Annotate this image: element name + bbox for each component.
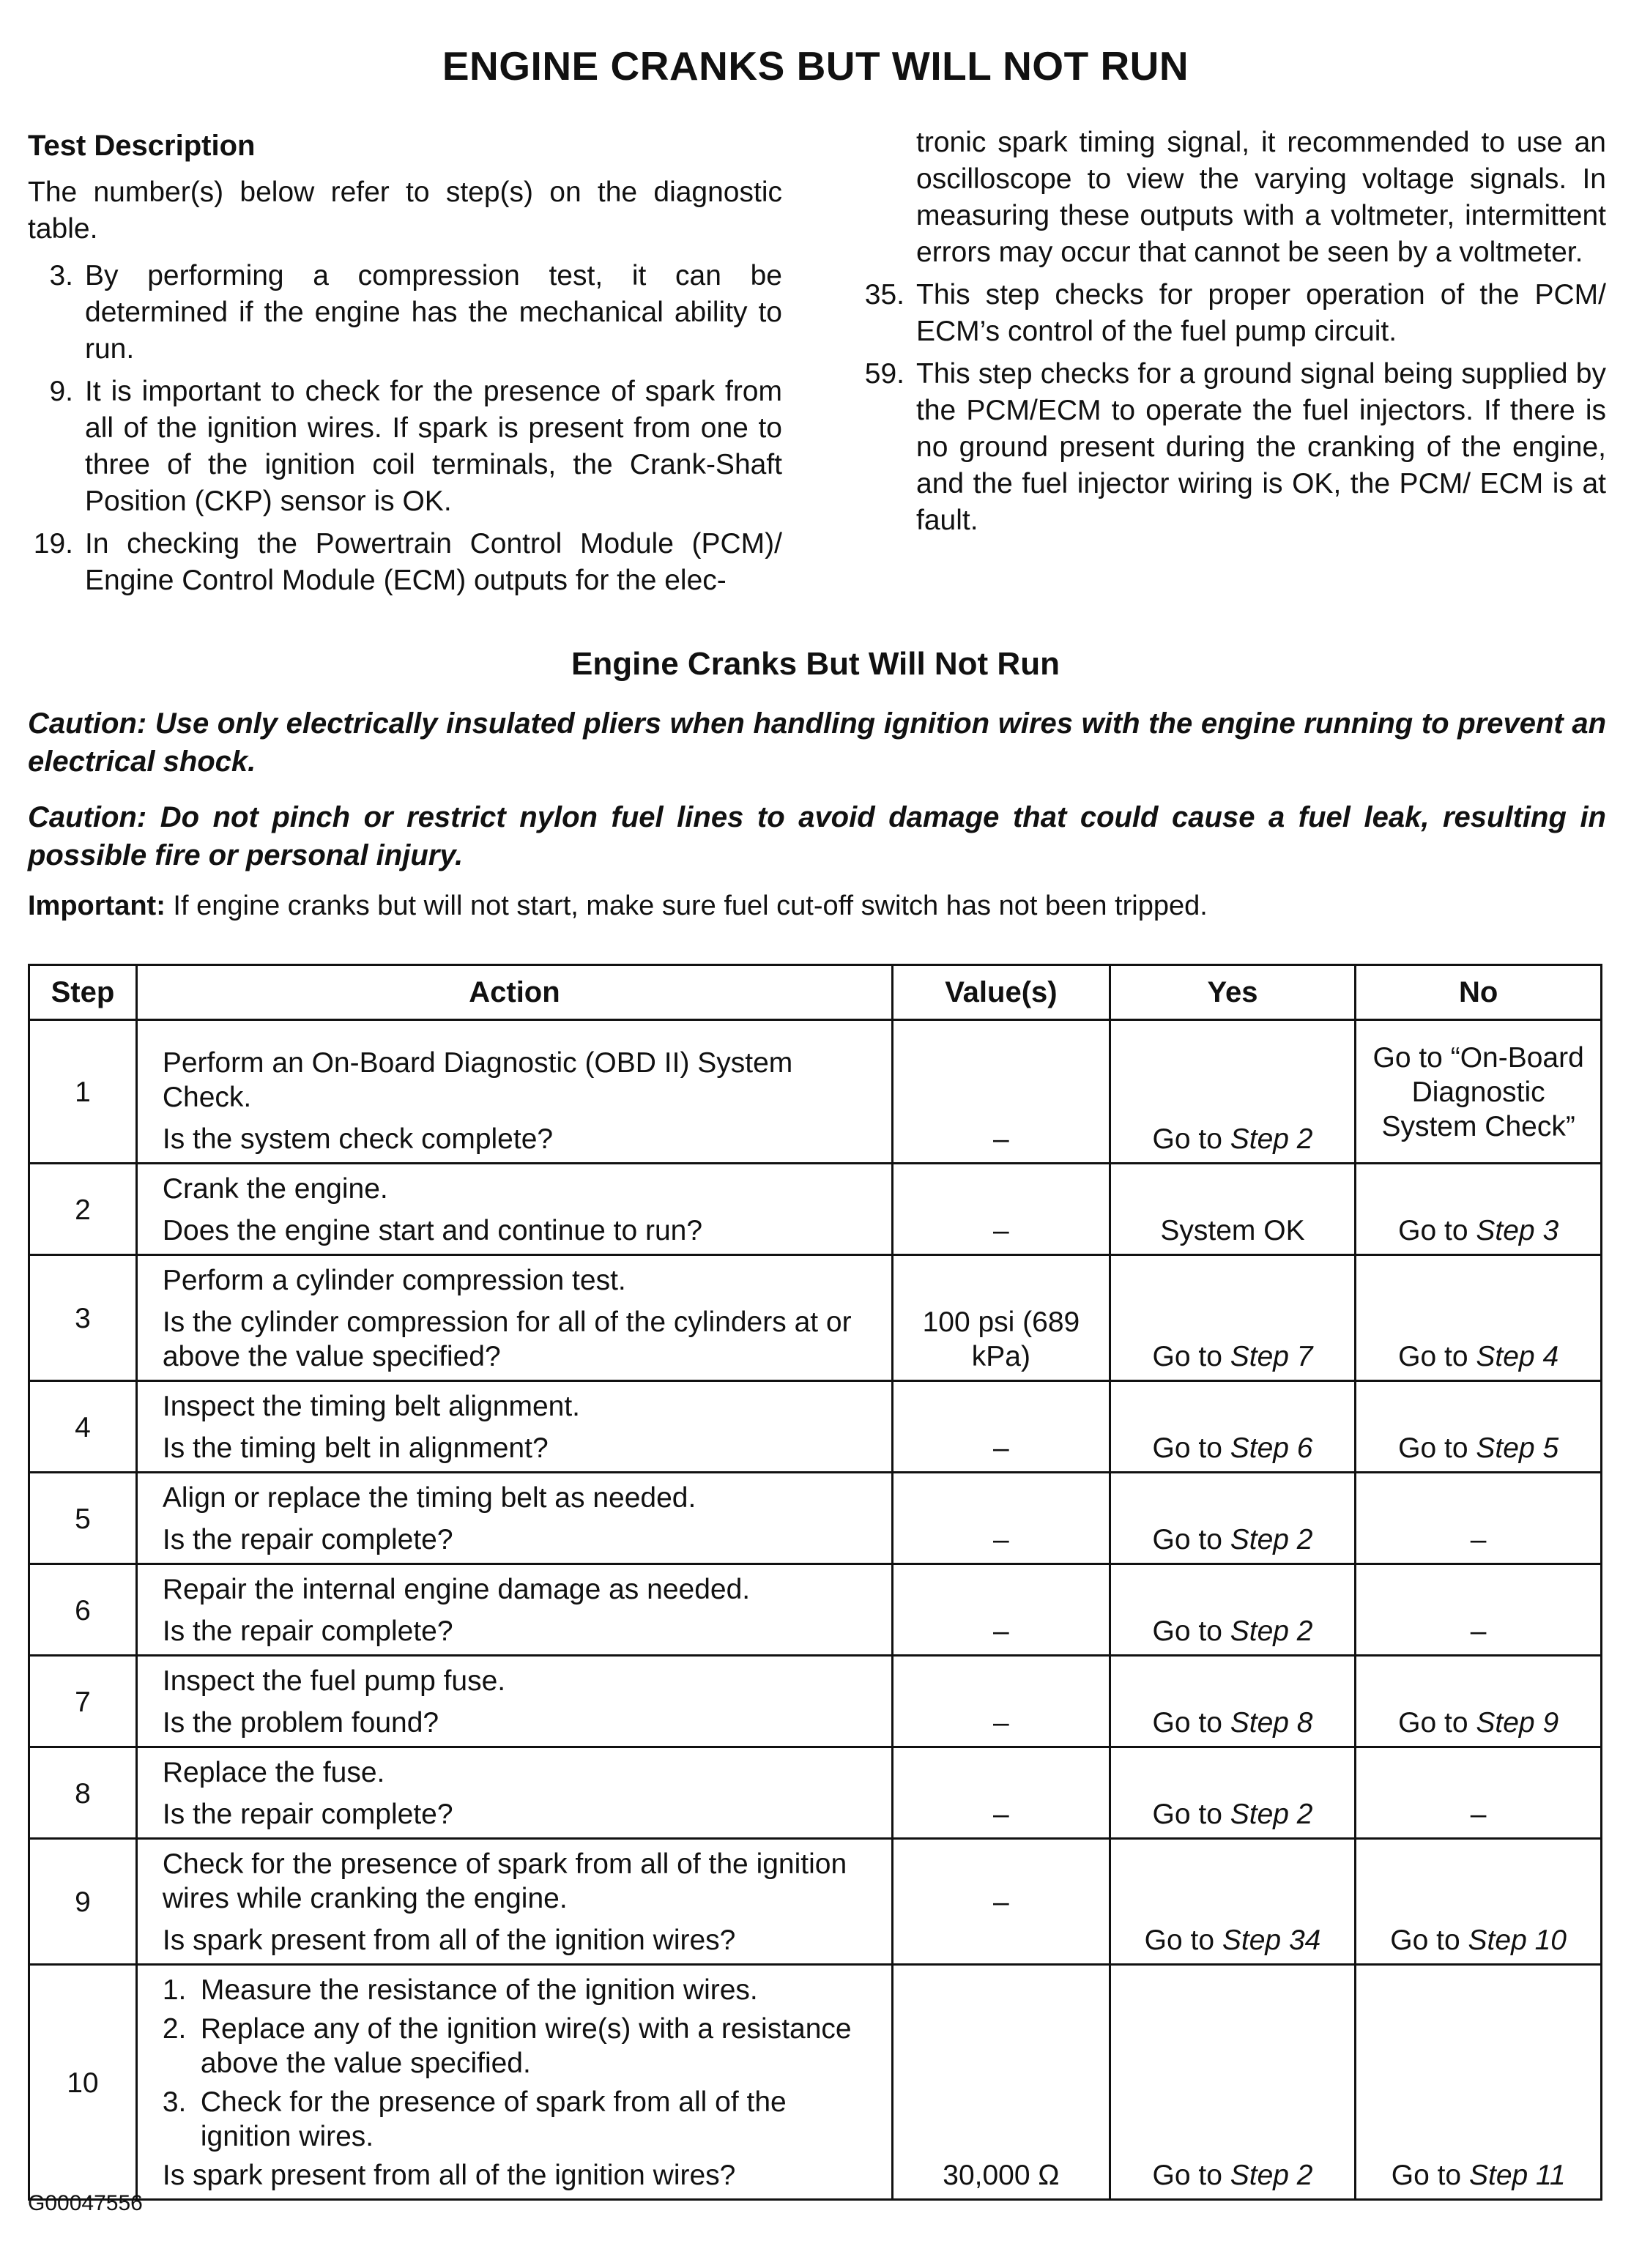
yes-cell bbox=[1110, 1381, 1356, 1473]
action-question: Is spark present from all of the ignition wires? bbox=[162, 2160, 736, 2191]
list-item bbox=[28, 526, 782, 599]
action-text: Check for the presence of spark from all of the ignition wires while cranking the engine. bbox=[162, 1848, 847, 1914]
yes-prefix: Go to bbox=[1152, 1123, 1230, 1155]
no-prefix: – bbox=[1470, 1616, 1487, 1647]
no-prefix: Go to bbox=[1398, 1341, 1476, 1372]
important-note bbox=[28, 891, 1606, 922]
table-row bbox=[29, 1747, 1602, 1839]
item-number: 3. bbox=[162, 2086, 187, 2118]
no-step-ref: Step 9 bbox=[1476, 1707, 1559, 1739]
value-cell: – bbox=[893, 1381, 1110, 1473]
yes-cell bbox=[1110, 1965, 1356, 2200]
item-text: It is important to check for the presence of spark from all of the ignition wires. If spark is present from one to three of the ignition coil terminals, the Crank-Shaft Position (CKP) sensor is OK. bbox=[85, 376, 782, 517]
header-values: Value(s) bbox=[893, 965, 1110, 1020]
caution-insulated-pliers: Caution: Use only electrically insulated pliers when handling ignition wires with the engine running to prevent an electrical shock. bbox=[28, 707, 1606, 778]
yes-prefix: Go to bbox=[1152, 1707, 1230, 1739]
action-text: Inspect the timing belt alignment. bbox=[162, 1391, 581, 1422]
no-prefix: Go to bbox=[1390, 1925, 1468, 1956]
no-cell bbox=[1356, 1839, 1602, 1965]
action-text: Crank the engine. bbox=[162, 1173, 388, 1205]
test-description-columns bbox=[28, 124, 1606, 605]
yes-cell bbox=[1110, 1473, 1356, 1564]
value-cell: – bbox=[893, 1839, 1110, 1965]
action-question: Is the cylinder compression for all of the cylinders at or above the value specified? bbox=[162, 1306, 852, 1372]
yes-step-ref: Step 2 bbox=[1230, 1616, 1313, 1647]
action-cell bbox=[136, 1965, 892, 2200]
no-cell bbox=[1356, 1381, 1602, 1473]
action-cell bbox=[136, 1656, 892, 1747]
yes-cell bbox=[1110, 1656, 1356, 1747]
list-item bbox=[859, 356, 1606, 539]
step-number: 4 bbox=[29, 1381, 137, 1473]
table-row bbox=[29, 1164, 1602, 1255]
yes-step-ref: Step 2 bbox=[1230, 2160, 1313, 2191]
action-question: Is the problem found? bbox=[162, 1707, 439, 1739]
list-item bbox=[28, 373, 782, 520]
yes-step-ref: Step 8 bbox=[1230, 1707, 1313, 1739]
header-action: Action bbox=[136, 965, 892, 1020]
list-item bbox=[163, 2012, 884, 2081]
value-cell: 30,000 Ω bbox=[893, 1965, 1110, 2200]
important-label: Important: bbox=[28, 891, 166, 921]
item-text: This step checks for a ground signal being supplied by the PCM/ECM to operate the fuel injectors. If there is no ground present during the cranking of the engine, and the fuel injector wiring is OK, the PCM/ ECM is at fault. bbox=[916, 358, 1606, 536]
action-cell bbox=[136, 1473, 892, 1564]
item-text: This step checks for proper operation of the PCM/ ECM’s control of the fuel pump circuit. bbox=[916, 279, 1606, 347]
no-cell bbox=[1356, 1255, 1602, 1381]
yes-prefix: System OK bbox=[1160, 1215, 1305, 1246]
yes-cell bbox=[1110, 1564, 1356, 1656]
no-step-ref: Step 5 bbox=[1476, 1432, 1559, 1464]
yes-prefix: Go to bbox=[1152, 2160, 1230, 2191]
item-text: Check for the presence of spark from all of the ignition wires. bbox=[200, 2086, 787, 2152]
action-cell bbox=[136, 1164, 892, 1255]
yes-step-ref: Step 2 bbox=[1230, 1799, 1313, 1830]
item-number: 3. bbox=[49, 260, 73, 291]
step-number: 1 bbox=[29, 1020, 137, 1164]
important-text: If engine cranks but will not start, make sure fuel cut-off switch has not been tripped. bbox=[165, 891, 1208, 921]
yes-step-ref: Step 2 bbox=[1230, 1123, 1313, 1155]
caution-fuel-lines: Caution: Do not pinch or restrict nylon fuel lines to avoid damage that could cause a fuel leak, resulting in possible fire or personal injury. bbox=[28, 801, 1606, 871]
action-question: Is spark present from all of the ignition wires? bbox=[162, 1925, 736, 1956]
no-step-ref: Step 4 bbox=[1476, 1341, 1559, 1372]
step-number: 2 bbox=[29, 1164, 137, 1255]
yes-cell bbox=[1110, 1839, 1356, 1965]
action-text: Repair the internal engine damage as needed. bbox=[162, 1574, 751, 1605]
page-title: ENGINE CRANKS BUT WILL NOT RUN bbox=[442, 43, 1189, 89]
yes-prefix: Go to bbox=[1152, 1616, 1230, 1647]
action-cell bbox=[136, 1255, 892, 1381]
action-question: Is the repair complete? bbox=[162, 1616, 453, 1647]
action-question: Does the engine start and continue to run? bbox=[162, 1215, 703, 1246]
test-description-list-continued bbox=[859, 124, 1606, 539]
item-text: In checking the Powertrain Control Module (PCM)/ Engine Control Module (ECM) outputs for the elec- bbox=[85, 528, 782, 596]
action-question: Is the system check complete? bbox=[162, 1123, 554, 1155]
action-text: Perform a cylinder compression test. bbox=[162, 1265, 626, 1296]
item-text: By performing a compression test, it can be determined if the engine has the mechanical ability to run. bbox=[85, 260, 782, 365]
action-text: Perform an On-Board Diagnostic (OBD II) System Check. bbox=[162, 1047, 793, 1113]
test-description-intro: The number(s) below refer to step(s) on the diagnostic table. bbox=[28, 176, 782, 245]
test-description-list bbox=[28, 258, 782, 599]
action-cell bbox=[136, 1839, 892, 1965]
yes-prefix: Go to bbox=[1152, 1341, 1230, 1372]
item-number: 19. bbox=[33, 528, 73, 559]
yes-cell bbox=[1110, 1255, 1356, 1381]
table-row bbox=[29, 1564, 1602, 1656]
table-row bbox=[29, 1656, 1602, 1747]
step-number: 7 bbox=[29, 1656, 137, 1747]
value-cell: – bbox=[893, 1164, 1110, 1255]
step-number: 8 bbox=[29, 1747, 137, 1839]
action-text: Align or replace the timing belt as needed. bbox=[162, 1482, 696, 1514]
item-number: 2. bbox=[162, 2013, 187, 2045]
yes-cell bbox=[1110, 1747, 1356, 1839]
step-number: 10 bbox=[29, 1965, 137, 2200]
no-cell bbox=[1356, 1965, 1602, 2200]
value-cell: – bbox=[893, 1747, 1110, 1839]
no-cell bbox=[1356, 1164, 1602, 1255]
list-item bbox=[859, 124, 1606, 271]
action-text: Replace the fuse. bbox=[162, 1757, 385, 1788]
no-prefix: – bbox=[1470, 1799, 1487, 1830]
yes-step-ref: Step 2 bbox=[1230, 1524, 1313, 1555]
list-item bbox=[163, 2085, 884, 2154]
yes-prefix: Go to bbox=[1152, 1524, 1230, 1555]
action-cell bbox=[136, 1747, 892, 1839]
no-prefix: Go to bbox=[1398, 1215, 1476, 1246]
step-number: 9 bbox=[29, 1839, 137, 1965]
no-step-ref: Step 11 bbox=[1468, 2160, 1566, 2191]
yes-cell bbox=[1110, 1020, 1356, 1164]
table-row bbox=[29, 1381, 1602, 1473]
value-cell: – bbox=[893, 1564, 1110, 1656]
table-row bbox=[29, 1020, 1602, 1164]
list-item bbox=[163, 1973, 884, 2007]
list-item bbox=[28, 258, 782, 368]
no-prefix: Go to bbox=[1398, 1707, 1476, 1739]
yes-cell bbox=[1110, 1164, 1356, 1255]
no-cell bbox=[1356, 1564, 1602, 1656]
no-prefix: Go to “On-Board Diagnostic System Check” bbox=[1372, 1042, 1584, 1142]
step-number: 5 bbox=[29, 1473, 137, 1564]
action-cell bbox=[136, 1020, 892, 1164]
diagnostic-table bbox=[28, 964, 1602, 2201]
table-row bbox=[29, 1473, 1602, 1564]
item-number: 9. bbox=[49, 376, 73, 407]
item-number: 35. bbox=[864, 279, 904, 311]
action-text: Inspect the fuel pump fuse. bbox=[162, 1665, 506, 1697]
yes-step-ref: Step 6 bbox=[1230, 1432, 1313, 1464]
no-step-ref: Step 3 bbox=[1476, 1215, 1559, 1246]
table-row bbox=[29, 1255, 1602, 1381]
test-description-heading: Test Description bbox=[28, 130, 256, 162]
table-body bbox=[29, 1020, 1602, 2200]
value-cell: 100 psi (689 kPa) bbox=[893, 1255, 1110, 1381]
yes-prefix: Go to bbox=[1152, 1432, 1230, 1464]
no-prefix: – bbox=[1470, 1524, 1487, 1555]
no-cell bbox=[1356, 1020, 1602, 1164]
action-cell bbox=[136, 1564, 892, 1656]
table-row bbox=[29, 1965, 1602, 2200]
step-number: 3 bbox=[29, 1255, 137, 1381]
action-cell bbox=[136, 1381, 892, 1473]
item-continuation: tronic spark timing signal, it recommended to use an oscilloscope to view the varying voltage signals. In measuring these outputs with a voltmeter, intermittent errors may occur that cannot be seen by a voltmeter. bbox=[916, 127, 1606, 268]
value-cell: – bbox=[893, 1473, 1110, 1564]
no-prefix: Go to bbox=[1398, 1432, 1476, 1464]
header-yes: Yes bbox=[1110, 965, 1356, 1020]
item-number: 59. bbox=[864, 358, 904, 390]
item-text: Measure the resistance of the ignition wires. bbox=[200, 1974, 758, 2006]
no-step-ref: Step 10 bbox=[1468, 1925, 1567, 1956]
figure-code: G00047556 bbox=[28, 2191, 143, 2215]
no-cell bbox=[1356, 1747, 1602, 1839]
right-column bbox=[859, 124, 1606, 605]
no-prefix: Go to bbox=[1391, 2160, 1469, 2191]
item-text: Replace any of the ignition wire(s) with a resistance above the value specified. bbox=[200, 2013, 852, 2079]
value-cell: – bbox=[893, 1020, 1110, 1164]
no-cell bbox=[1356, 1656, 1602, 1747]
table-title: Engine Cranks But Will Not Run bbox=[571, 646, 1060, 682]
action-question: Is the repair complete? bbox=[162, 1524, 453, 1555]
yes-step-ref: Step 34 bbox=[1222, 1925, 1321, 1956]
yes-prefix: Go to bbox=[1152, 1799, 1230, 1830]
step-number: 6 bbox=[29, 1564, 137, 1656]
action-question: Is the timing belt in alignment? bbox=[162, 1432, 549, 1464]
table-header-row bbox=[29, 965, 1602, 1020]
left-column bbox=[28, 124, 782, 605]
yes-prefix: Go to bbox=[1144, 1925, 1222, 1956]
value-cell: – bbox=[893, 1656, 1110, 1747]
header-no: No bbox=[1356, 965, 1602, 1020]
no-cell bbox=[1356, 1473, 1602, 1564]
list-item bbox=[859, 277, 1606, 350]
item-number: 1. bbox=[162, 1974, 187, 2006]
yes-step-ref: Step 7 bbox=[1230, 1341, 1313, 1372]
table-row bbox=[29, 1839, 1602, 1965]
action-steps-list bbox=[163, 1973, 884, 2154]
action-question: Is the repair complete? bbox=[162, 1799, 453, 1830]
header-step: Step bbox=[29, 965, 137, 1020]
